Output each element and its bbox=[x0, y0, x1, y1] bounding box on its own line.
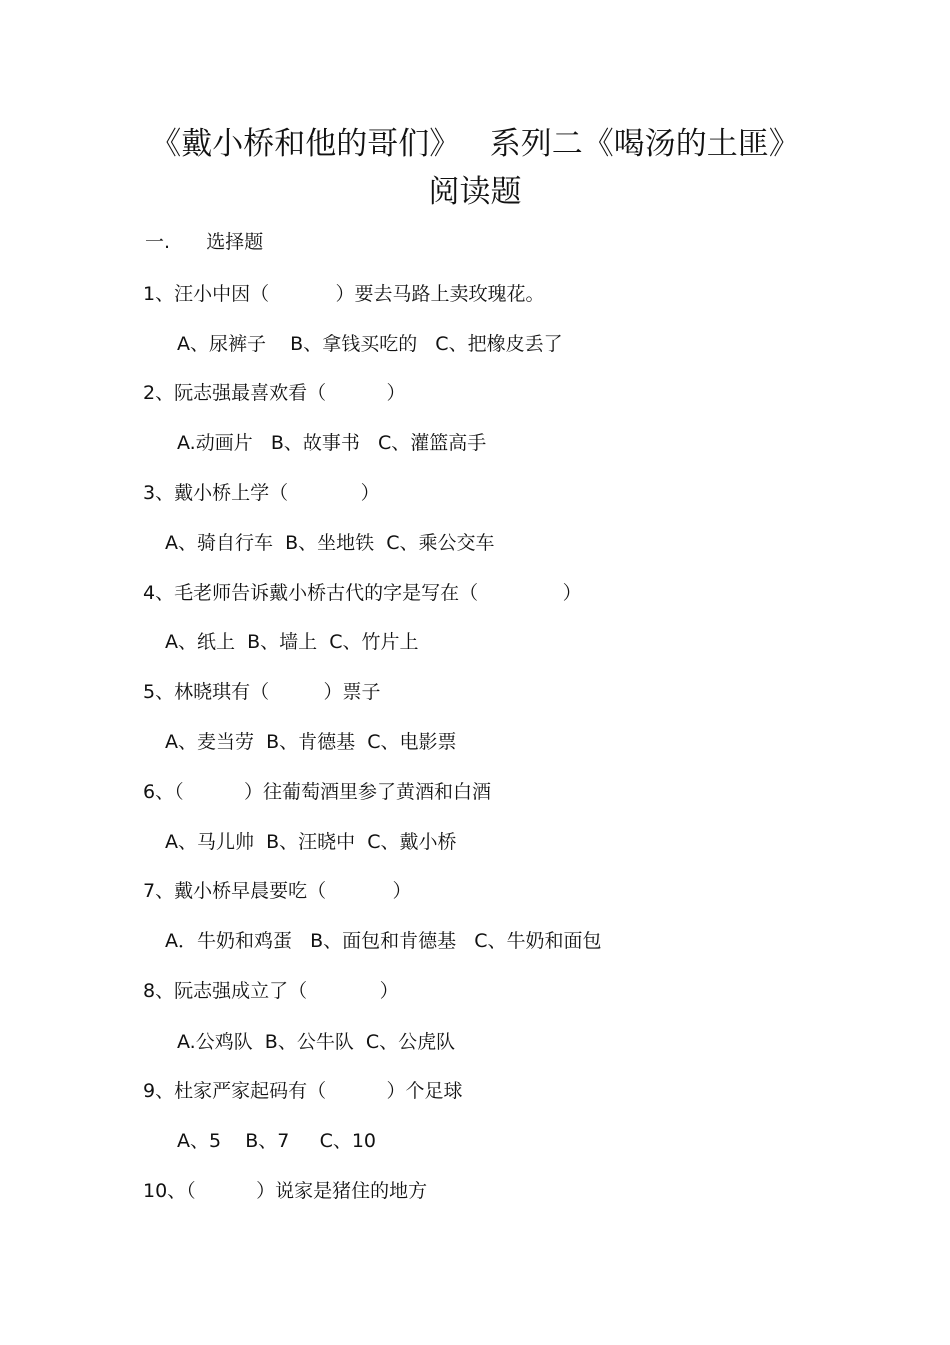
question-7-stem: 7、戴小桥早晨要吃（ ） bbox=[143, 880, 412, 902]
question-8-options: A.公鸡队 B、公牛队 C、公虎队 bbox=[177, 1031, 456, 1053]
question-6-stem: 6、（ ）往葡萄酒里参了黄酒和白酒 bbox=[143, 781, 491, 803]
question-5-options: A、麦当劳 B、肯德基 C、电影票 bbox=[165, 731, 457, 753]
question-5-stem: 5、林晓琪有（ ）票子 bbox=[143, 681, 381, 703]
question-1-stem: 1、汪小中因（ ）要去马路上卖玫瑰花。 bbox=[143, 283, 545, 305]
document-title-line-2: 阅读题 bbox=[428, 174, 522, 210]
question-9-options: A、5 B、7 C、10 bbox=[177, 1130, 377, 1152]
question-2-stem: 2、阮志强最喜欢看（ ） bbox=[143, 382, 406, 404]
question-3-options: A、骑自行车 B、坐地铁 C、乘公交车 bbox=[165, 532, 495, 554]
question-4-options: A、纸上 B、墙上 C、竹片上 bbox=[165, 631, 419, 653]
section-heading: 一. 选择题 bbox=[145, 231, 264, 253]
question-8-stem: 8、阮志强成立了（ ） bbox=[143, 980, 399, 1002]
document-title-line-1: 《戴小桥和他的哥们》 系列二《喝汤的土匪》 bbox=[150, 126, 800, 162]
question-7-options: A．牛奶和鸡蛋 B、面包和肯德基 C、牛奶和面包 bbox=[165, 930, 602, 952]
question-1-options: A、尿裤子 B、拿钱买吃的 C、把橡皮丢了 bbox=[177, 333, 563, 355]
question-10-stem: 10、（ ）说家是猪住的地方 bbox=[143, 1180, 428, 1202]
question-4-stem: 4、毛老师告诉戴小桥古代的字是写在（ ） bbox=[143, 582, 582, 604]
question-9-stem: 9、杜家严家起码有（ ）个足球 bbox=[143, 1080, 463, 1102]
question-2-options: A.动画片 B、故事书 C、灌篮高手 bbox=[177, 432, 487, 454]
question-3-stem: 3、戴小桥上学（ ） bbox=[143, 482, 380, 504]
question-6-options: A、马儿帅 B、汪晓中 C、戴小桥 bbox=[165, 831, 457, 853]
